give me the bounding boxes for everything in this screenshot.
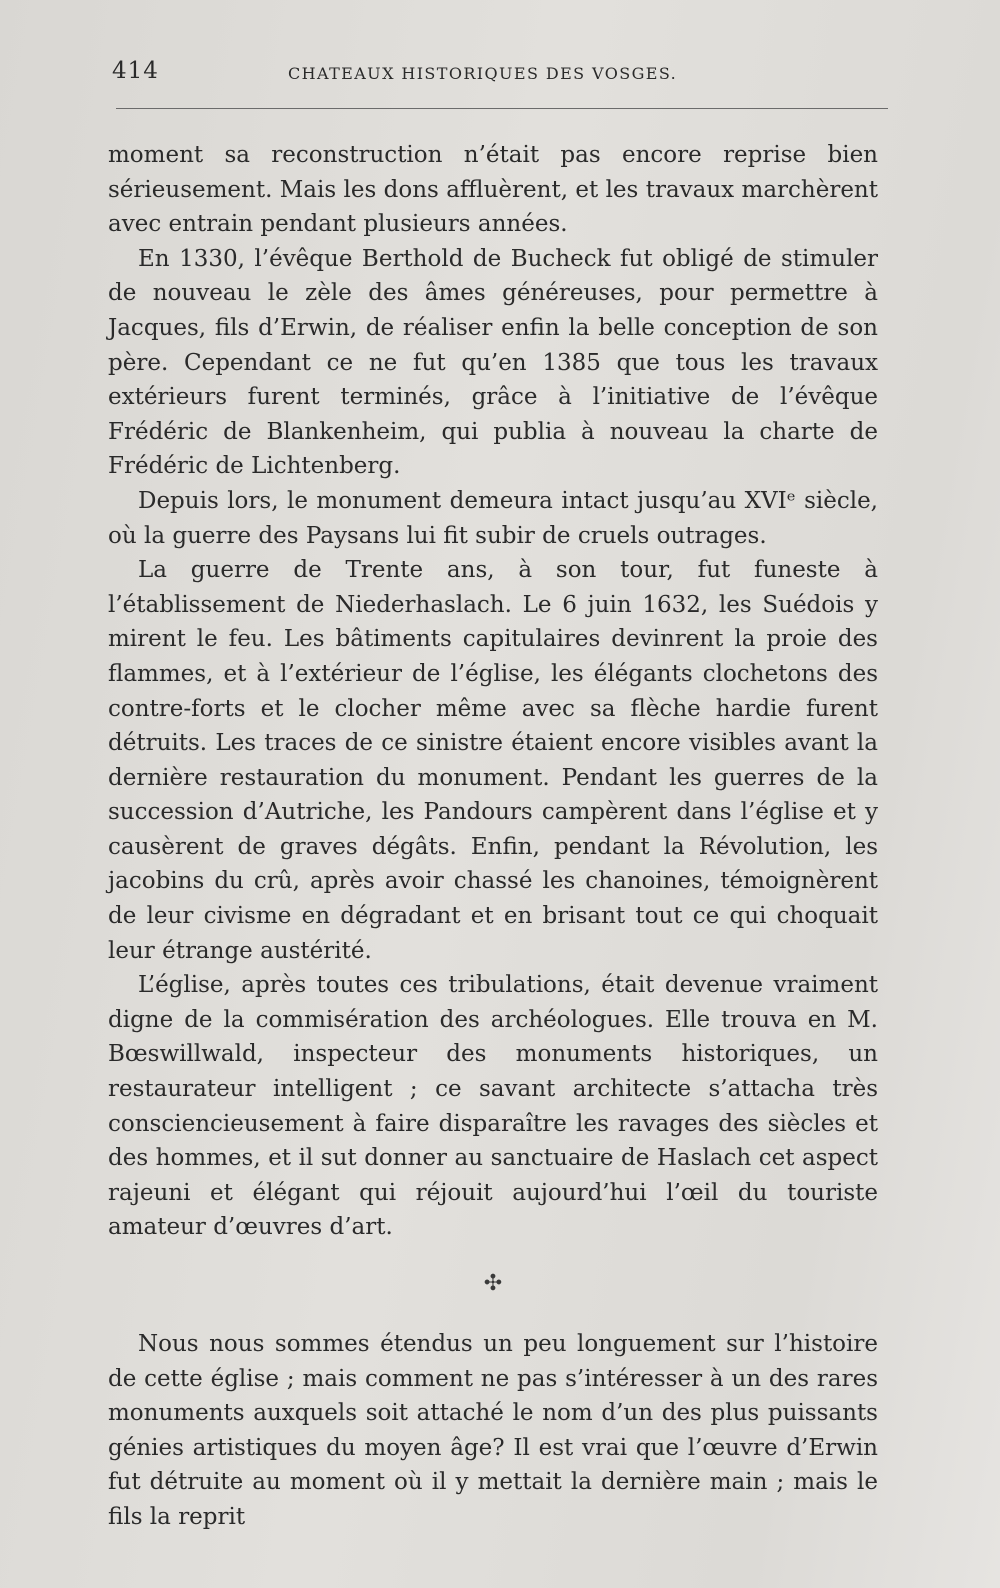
- paragraph-6: Nous nous sommes étendus un peu longuement sur l’histoire de cette église ; mais comment ne pas s’intéresser à un des rares monuments auxquels soit attaché le nom d’un des plus puissants génies artistiques du moyen âge? Il est vrai que l’œuvre d’Erwin fut détruite au moment où il y mettait la dernière main ; mais le fils la reprit: [108, 1331, 878, 1530]
- page-number: 414: [112, 58, 159, 84]
- running-title: CHATEAUX HISTORIQUES DES VOSGES.: [288, 64, 678, 83]
- header-rule: [116, 108, 888, 109]
- paragraph-1: moment sa reconstruction n’était pas encore reprise bien sérieusement. Mais les dons affluèrent, et les travaux marchèrent avec entrain pendant plusieurs années.: [108, 142, 878, 238]
- paragraph-2: En 1330, l’évêque Berthold de Bucheck fut obligé de stimuler de nouveau le zèle des âmes généreuses, pour permettre à Jacques, fils d’Erwin, de réaliser enfin la belle conception de son père. Cependant ce ne fut qu’en 1385 que tous les travaux extérieurs furent terminés, grâce à l’initiative de l’évêque Frédéric de Blankenheim, qui publia à nouveau la charte de Frédéric de Lichtenberg.: [108, 245, 878, 480]
- paragraph-5: L’église, après toutes ces tribulations, était devenue vraiment digne de la commisération des archéologues. Elle trouva en M. Bœswillwald, inspecteur des monuments historiques, un restaurateur intelligent ; ce savant architecte s’attacha très consciencieusement à faire disparaître les ravages des siècles et des hommes, et il sut donner au sanctuaire de Haslach cet aspect rajeuni et élégant qui réjouit aujourd’hui l’œil du touriste amateur d’œuvres d’art.: [108, 972, 878, 1241]
- body-text: [108, 138, 878, 1535]
- section-ornament-icon: ✣: [483, 1271, 503, 1296]
- paragraph-3: Depuis lors, le monument demeura intact jusqu’au XVIᵉ siècle, où la guerre des Paysans lui fit subir de cruels outrages.: [108, 487, 878, 549]
- paragraph-4: La guerre de Trente ans, à son tour, fut funeste à l’établissement de Niederhaslach. Le 6 juin 1632, les Suédois y mirent le feu. Les bâtiments capitulaires devinrent la proie des flammes, et à l’extérieur de l’église, les élégants clochetons des contre-forts et le clocher même avec sa flèche hardie furent détruits. Les traces de ce sinistre étaient encore visibles avant la dernière restauration du monument. Pendant les guerres de la succession d’Autriche, les Pandours campèrent dans l’église et y causèrent de graves dégâts. Enfin, pendant la Révolution, les jacobins du crû, après avoir chassé les chanoines, témoignèrent de leur civisme en dégradant et en brisant tout ce qui choquait leur étrange austérité.: [108, 557, 878, 964]
